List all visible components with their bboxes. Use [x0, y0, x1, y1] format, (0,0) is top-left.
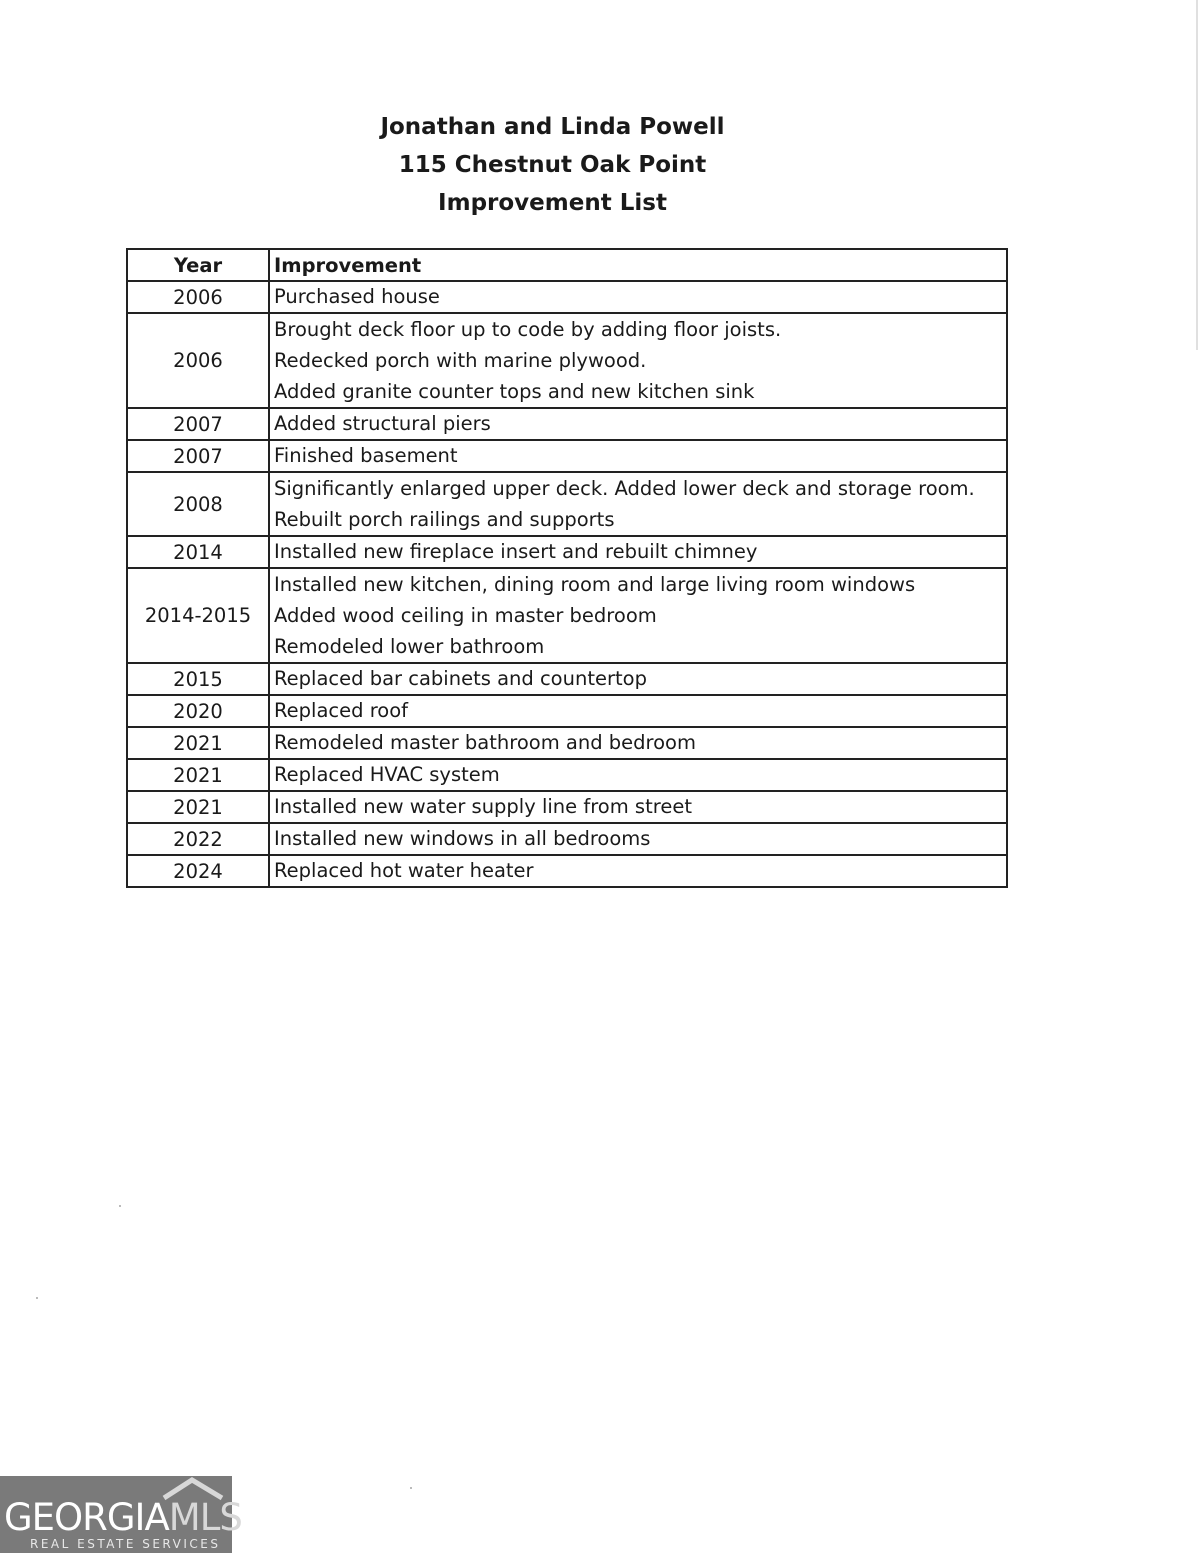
table-row — [127, 568, 1007, 663]
improvement-cell — [269, 313, 1007, 408]
year-cell: 2022 — [127, 823, 269, 855]
logo-tagline: REAL ESTATE SERVICES — [30, 1537, 221, 1551]
year-cell: 2020 — [127, 695, 269, 727]
year-cell: 2007 — [127, 440, 269, 472]
improvement-cell — [269, 440, 1007, 472]
improvement-column-header: Improvement — [269, 249, 1007, 281]
year-cell: 2008 — [127, 472, 269, 536]
year-column-header: Year — [127, 249, 269, 281]
improvement-cell — [269, 536, 1007, 568]
georgia-mls-logo — [0, 1476, 242, 1553]
improvement-cell — [269, 855, 1007, 887]
document-heading — [0, 108, 1105, 222]
improvement-item: Added granite counter tops and new kitchen sink — [274, 380, 755, 403]
improvement-cell — [269, 568, 1007, 663]
table-row — [127, 791, 1007, 823]
improvement-cell — [269, 281, 1007, 313]
table-row — [127, 855, 1007, 887]
table-row — [127, 695, 1007, 727]
table-row — [127, 472, 1007, 536]
year-cell: 2021 — [127, 727, 269, 759]
improvement-item: Brought deck floor up to code by adding floor joists. — [274, 318, 782, 341]
improvement-table — [126, 248, 1008, 888]
improvement-item: Remodeled master bathroom and bedroom — [274, 731, 696, 754]
year-cell: 2015 — [127, 663, 269, 695]
year-cell: 2024 — [127, 855, 269, 887]
improvement-item: Installed new kitchen, dining room and large living room windows — [274, 573, 916, 596]
logo-brand-mls: MLS — [168, 1496, 242, 1539]
improvement-item: Purchased house — [274, 285, 440, 308]
scan-speck — [36, 1297, 38, 1299]
logo-wordmark — [4, 1498, 242, 1538]
table-row — [127, 663, 1007, 695]
year-cell: 2006 — [127, 281, 269, 313]
improvement-item: Added wood ceiling in master bedroom — [274, 604, 657, 627]
improvement-item: Replaced hot water heater — [274, 859, 534, 882]
improvement-cell — [269, 472, 1007, 536]
owner-name: Jonathan and Linda Powell — [380, 114, 725, 140]
improvement-item: Installed new fireplace insert and rebuilt chimney — [274, 540, 758, 563]
table-row — [127, 727, 1007, 759]
improvement-item: Added structural piers — [274, 412, 491, 435]
improvement-item: Rebuilt porch railings and supports — [274, 508, 615, 531]
table-row — [127, 759, 1007, 791]
year-cell: 2014-2015 — [127, 568, 269, 663]
table-header-row — [127, 249, 1007, 281]
improvement-item: Finished basement — [274, 444, 458, 467]
table-row — [127, 408, 1007, 440]
table-body — [127, 281, 1007, 887]
improvement-cell — [269, 408, 1007, 440]
property-address: 115 Chestnut Oak Point — [398, 152, 707, 178]
year-cell: 2007 — [127, 408, 269, 440]
improvement-cell — [269, 727, 1007, 759]
improvement-cell — [269, 695, 1007, 727]
document-title: Improvement List — [438, 190, 667, 216]
table-row — [127, 440, 1007, 472]
improvement-cell — [269, 823, 1007, 855]
logo-brand-georgia: GEORGIA — [4, 1496, 169, 1539]
improvement-cell — [269, 759, 1007, 791]
improvement-item: Installed new windows in all bedrooms — [274, 827, 651, 850]
improvement-item: Replaced roof — [274, 699, 409, 722]
table-row — [127, 823, 1007, 855]
improvement-item: Replaced HVAC system — [274, 763, 500, 786]
table-row — [127, 281, 1007, 313]
year-cell: 2021 — [127, 759, 269, 791]
improvement-item: Installed new water supply line from street — [274, 795, 692, 818]
year-cell: 2006 — [127, 313, 269, 408]
table-row — [127, 313, 1007, 408]
improvement-item: Remodeled lower bathroom — [274, 635, 545, 658]
scan-edge-mark — [1196, 0, 1198, 350]
year-cell: 2014 — [127, 536, 269, 568]
scan-speck — [410, 1487, 412, 1489]
improvement-cell — [269, 663, 1007, 695]
improvement-item: Significantly enlarged upper deck. Added lower deck and storage room. — [274, 477, 975, 500]
improvement-item: Replaced bar cabinets and countertop — [274, 667, 647, 690]
improvement-item: Redecked porch with marine plywood. — [274, 349, 647, 372]
table-row — [127, 536, 1007, 568]
year-cell: 2021 — [127, 791, 269, 823]
scan-speck — [119, 1205, 121, 1207]
improvement-cell — [269, 791, 1007, 823]
